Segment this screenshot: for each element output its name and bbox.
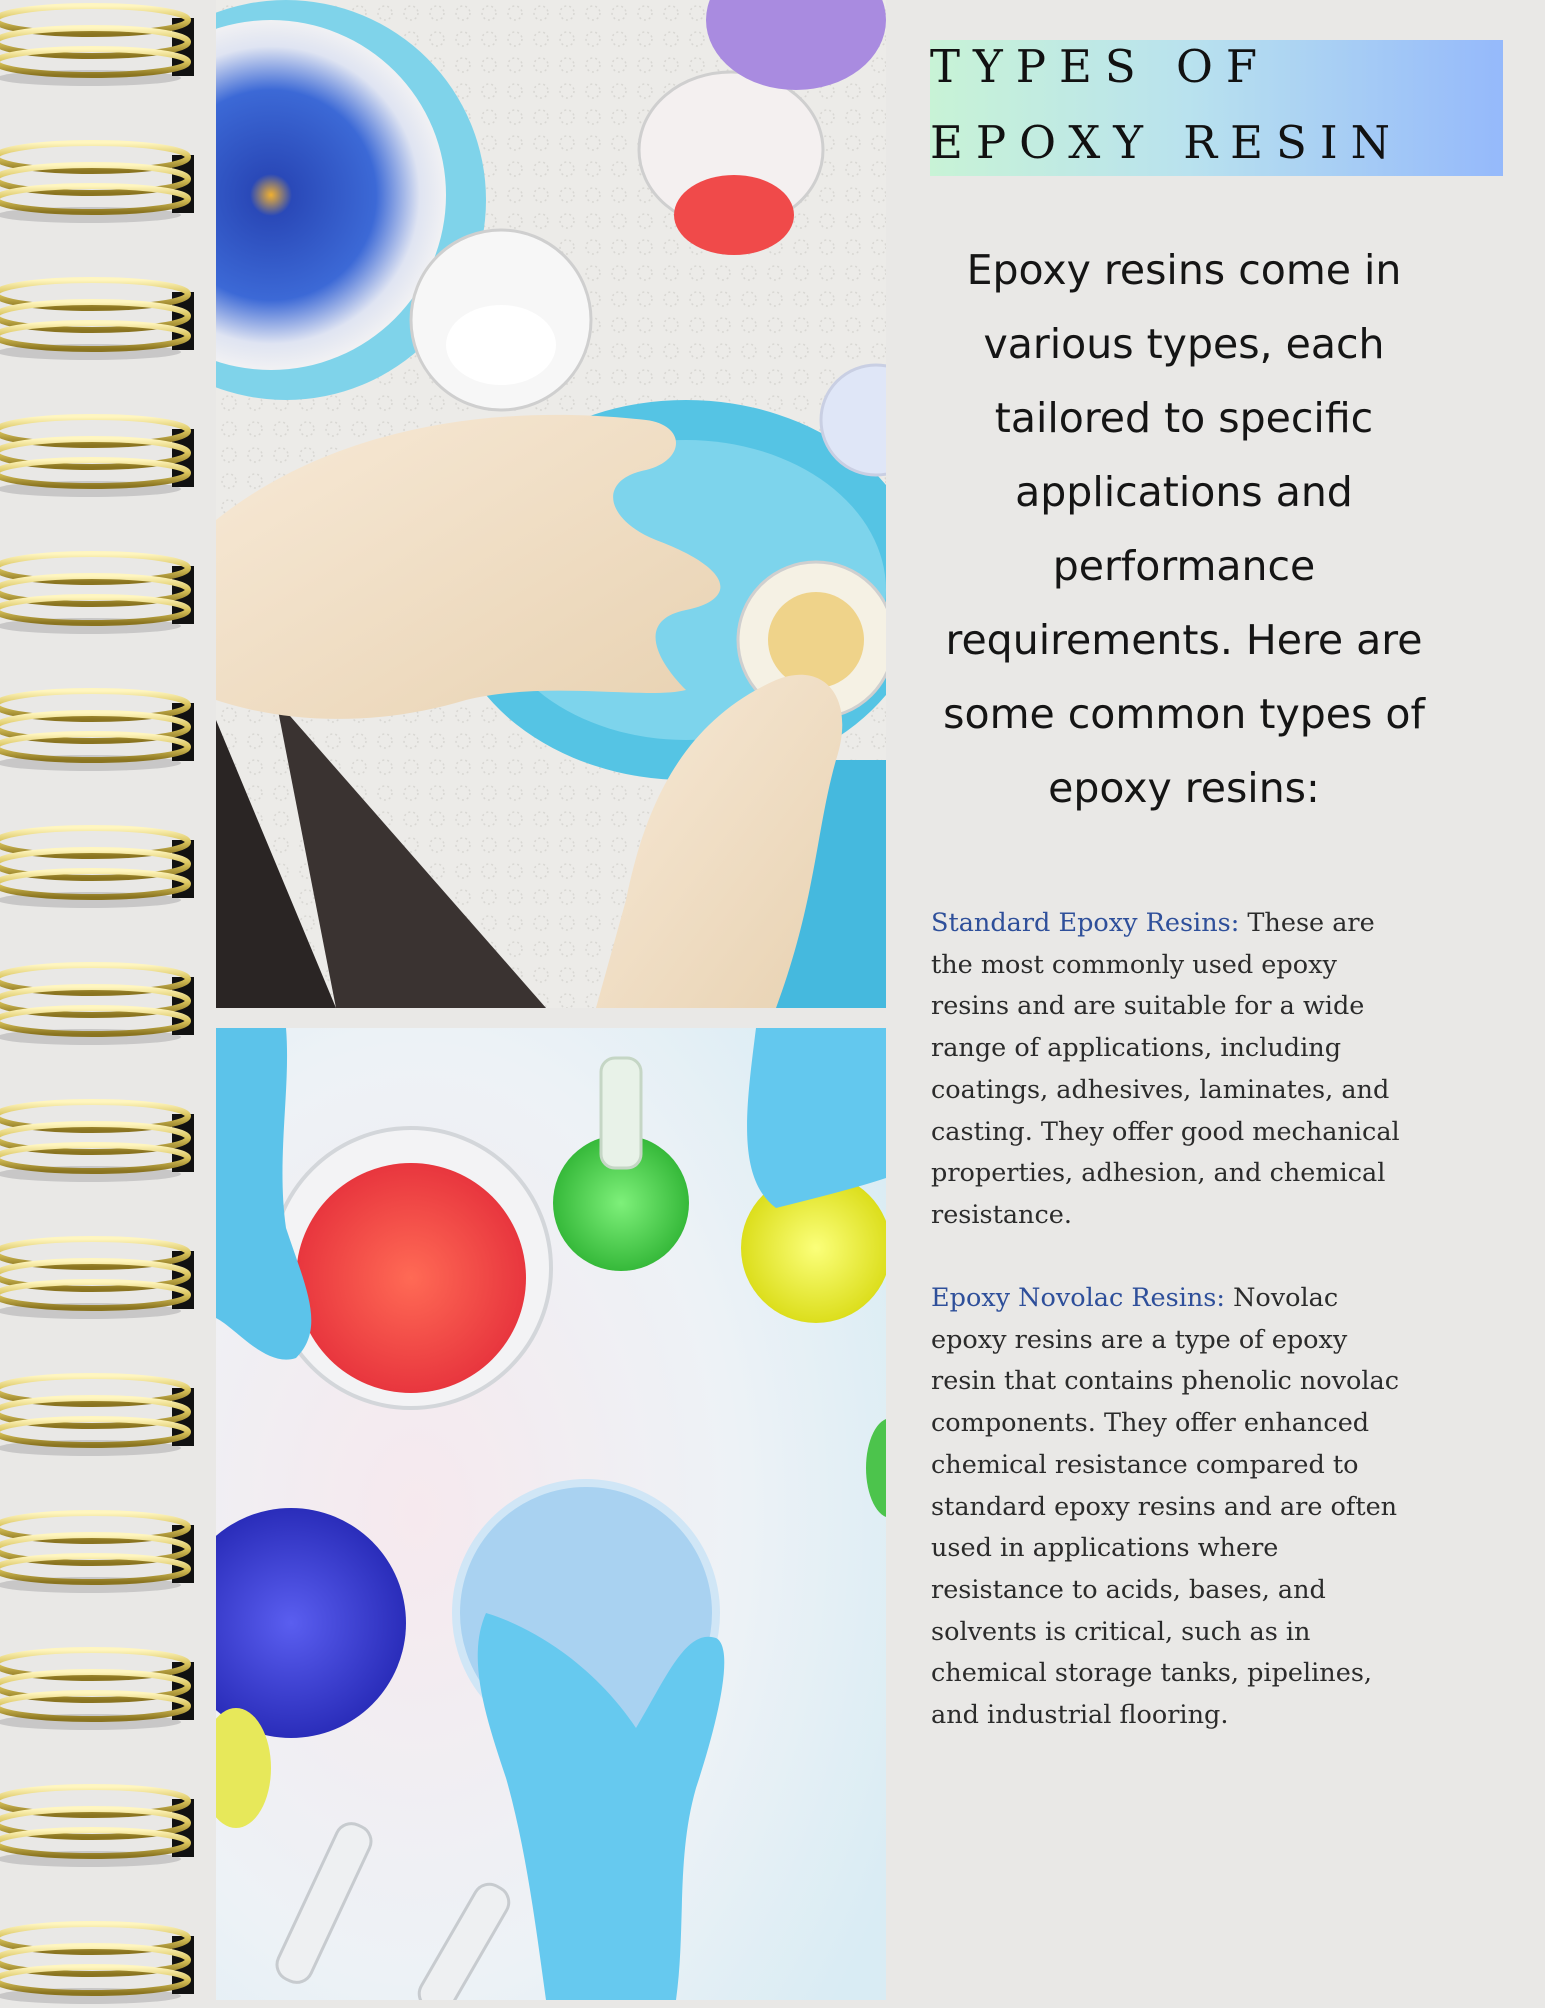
binding-ring bbox=[0, 411, 199, 501]
page-title-line-1: TYPES OF bbox=[930, 40, 1271, 93]
title-band bbox=[930, 40, 1503, 176]
resin-crafting-illustration bbox=[216, 0, 886, 1008]
binding-ring bbox=[0, 0, 199, 90]
binding-ring bbox=[0, 137, 199, 227]
bottom-photo-lab-beakers bbox=[216, 1028, 886, 2000]
binding-ring bbox=[0, 822, 199, 912]
page-title-line-2: EPOXY RESIN bbox=[930, 116, 1403, 169]
binding-ring bbox=[0, 1096, 199, 1186]
section-term: Standard Epoxy Resins: bbox=[931, 908, 1240, 938]
binding-ring bbox=[0, 1781, 199, 1871]
binding-ring bbox=[0, 685, 199, 775]
binding-ring bbox=[0, 1644, 199, 1734]
spiral-binding bbox=[0, 0, 210, 2000]
binding-ring bbox=[0, 1507, 199, 1597]
binding-ring bbox=[0, 548, 199, 638]
section-novolac-epoxy bbox=[931, 1278, 1411, 1737]
binding-ring bbox=[0, 1370, 199, 1460]
binding-ring bbox=[0, 1918, 199, 2008]
binding-ring bbox=[0, 1233, 199, 1323]
section-standard-epoxy bbox=[931, 903, 1411, 1237]
lab-beakers-illustration bbox=[216, 1028, 886, 2000]
section-text: These are the most commonly used epoxy resins and are suitable for a wide range of applications, including coatings, adhesives, laminates, and casting. They offer good mechanical properties, adhesion, and chemical resistance. bbox=[931, 908, 1400, 1230]
binding-ring bbox=[0, 959, 199, 1049]
binding-ring bbox=[0, 274, 199, 364]
section-text: Novolac epoxy resins are a type of epoxy resin that contains phenolic novolac components. They offer enhanced chemical resistance compared to standard epoxy resins and are often used in applications where resistance to acids, bases, and solvents is critical, such as in chemical storage tanks, pipelines, and industrial flooring. bbox=[931, 1283, 1400, 1731]
section-term: Epoxy Novolac Resins: bbox=[931, 1283, 1225, 1313]
intro-paragraph: Epoxy resins come in various types, each tailored to specific applications and performance requirements. Here are some common types of epoxy resins: bbox=[943, 246, 1425, 812]
top-photo-resin-crafting bbox=[216, 0, 886, 1008]
